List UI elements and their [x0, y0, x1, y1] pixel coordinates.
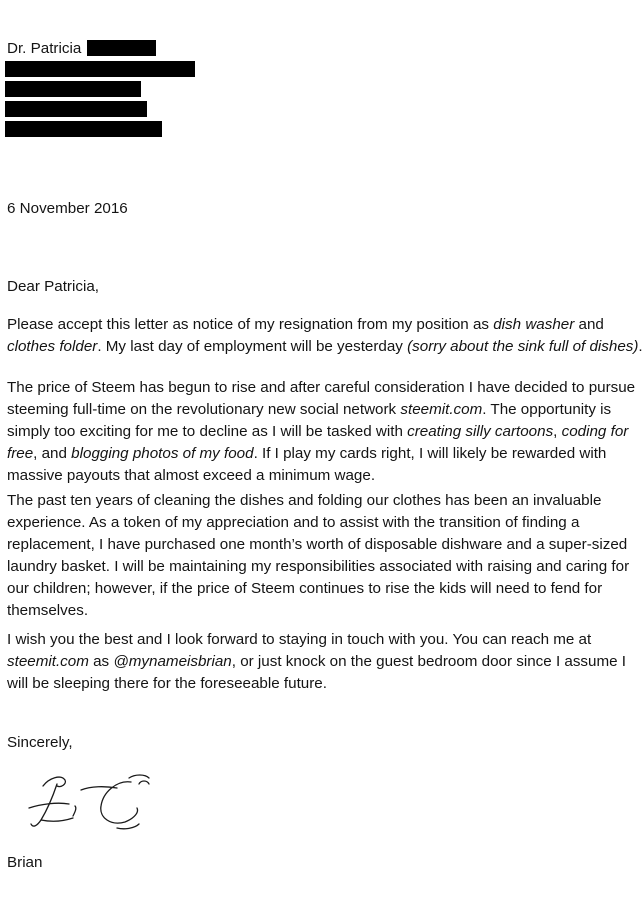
emphasis-steemit-link: steemit.com	[400, 401, 483, 418]
paragraph-2-line-1: The price of Steem has begun to rise and after careful consideration I have decided to pursue	[7, 379, 636, 396]
paragraph-4-line-3: will be sleeping there for the foreseeable future.	[7, 675, 327, 692]
recipient-name	[7, 38, 81, 60]
text-run: and	[574, 316, 604, 333]
paragraph-1-line-1	[7, 314, 635, 336]
recipient-name-text: Dr. Patricia	[7, 40, 82, 57]
signature-image	[21, 768, 171, 838]
paragraph-1-line-2	[7, 336, 643, 358]
text-run: . My last day of employment will be yesterday	[97, 338, 408, 355]
letter-date: 6 November 2016	[7, 200, 128, 217]
redacted-address-line-1	[5, 61, 195, 77]
emphasis-silly-cartoons: creating silly cartoons	[407, 423, 554, 440]
redacted-address-line-2	[5, 81, 141, 97]
paragraph-3-line-6: themselves.	[7, 602, 89, 619]
text-run: simply too exciting for me to decline as I will be tasked with	[7, 423, 408, 440]
paragraph-3	[7, 490, 635, 622]
text-run: .	[638, 338, 643, 355]
emphasis-blogging-food: blogging photos of my food	[71, 445, 254, 462]
paragraph-2-line-3	[7, 421, 635, 443]
closing: Sincerely,	[7, 734, 73, 751]
paragraph-3-line-5: our children; however, if the price of Steem continues to rise the kids will need to fend for	[7, 580, 603, 597]
redacted-address-line-3	[5, 101, 147, 117]
text-run: Please accept this letter as notice of my resignation from my position as	[7, 316, 494, 333]
emphasis-free: free	[7, 445, 34, 462]
paragraph-4-line-2	[7, 651, 635, 673]
emphasis-dish-washer: dish washer	[493, 316, 575, 333]
emphasis-sink-note: (sorry about the sink full of dishes)	[407, 338, 639, 355]
text-run: steeming full-time on the revolutionary new social network	[7, 401, 401, 418]
text-run: , and	[33, 445, 72, 462]
emphasis-coding-for: coding for	[561, 423, 629, 440]
text-run: as	[88, 653, 114, 670]
paragraph-1	[7, 314, 643, 358]
sender-name: Brian	[7, 854, 43, 871]
letter-document	[7, 0, 643, 916]
salutation: Dear Patricia,	[7, 278, 100, 295]
paragraph-2-line-5: massive payouts that almost exceed a minimum wage.	[7, 467, 376, 484]
text-run: . The opportunity is	[482, 401, 612, 418]
paragraph-4	[7, 629, 635, 695]
text-run: ,	[553, 423, 562, 440]
paragraph-2-line-2	[7, 399, 635, 421]
paragraph-3-line-1: The past ten years of cleaning the dishes and folding our clothes has been an invaluable	[7, 492, 602, 509]
emphasis-username: @mynameisbrian	[113, 653, 232, 670]
paragraph-2	[7, 377, 635, 487]
redacted-surname	[87, 40, 156, 56]
emphasis-steemit-link: steemit.com	[7, 653, 89, 670]
paragraph-3-line-4: laundry basket. I will be maintaining my responsibilities associated with raising and caring for	[7, 558, 630, 575]
redacted-address-line-4	[5, 121, 162, 137]
text-run: , or just knock on the guest bedroom door since I assume I	[231, 653, 627, 670]
paragraph-3-line-2: experience. As a token of my appreciation and to assist with the transition of finding a	[7, 514, 580, 531]
paragraph-4-line-1: I wish you the best and I look forward to staying in touch with you. You can reach me at	[7, 631, 592, 648]
paragraph-2-line-4	[7, 443, 635, 465]
text-run: . If I play my cards right, I will likely be rewarded with	[253, 445, 607, 462]
emphasis-clothes-folder: clothes folder	[7, 338, 98, 355]
paragraph-3-line-3: replacement, I have purchased one month’s worth of disposable dishware and a super-sized	[7, 536, 628, 553]
